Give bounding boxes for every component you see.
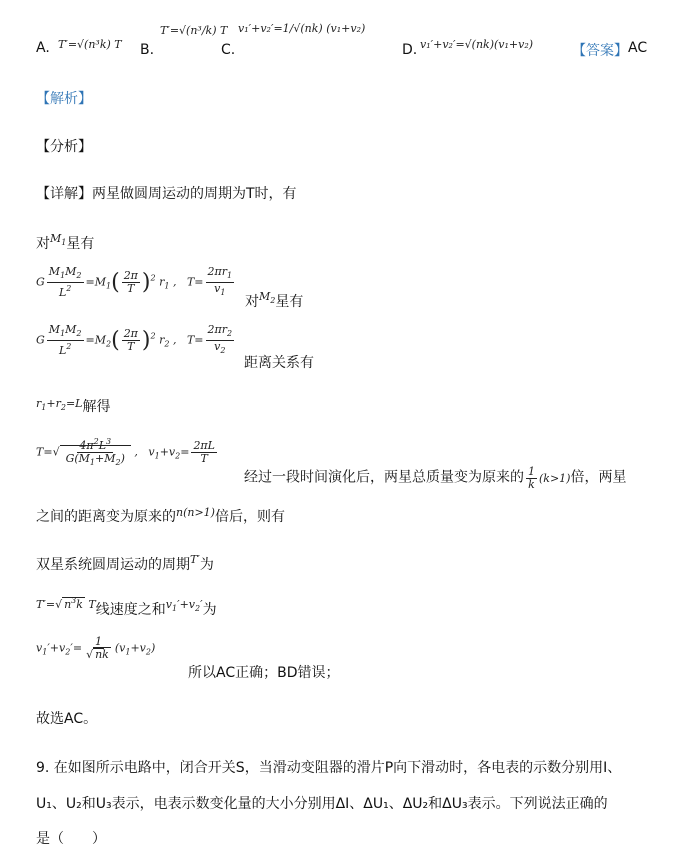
dui-m1-post: 星有: [66, 236, 95, 252]
option-b-formula: T′=√(n³/k) T: [160, 24, 228, 37]
juli-text: 距离关系有: [244, 355, 314, 371]
dui-m2-line: [245, 290, 303, 311]
m1-symbol: M1: [50, 232, 67, 247]
option-d-label: D.: [402, 42, 418, 58]
question9-line3: 是（ ）: [36, 831, 106, 847]
t-prime-symbol: T′: [190, 553, 200, 566]
answer-tag: 【答案】: [572, 43, 628, 59]
option-b-label: B.: [140, 42, 155, 58]
dui-m2-post: 星有: [275, 294, 304, 310]
period-post: 为: [199, 557, 214, 573]
evolution-post: 倍，两星: [570, 469, 627, 486]
k-fraction: $\frac{1}{k}$ (k>1): [528, 465, 571, 491]
equation-velocity-new: $v_1'+v_2'=$ $\frac{1}{√ nk}$ $(v_1+v_2)$: [36, 635, 156, 661]
correct-statement: 所以AC正确；BD错误；: [188, 665, 340, 681]
evolution-line: [244, 466, 626, 491]
option-d-formula: v₁′+v₂′=√(nk)(v₁+v₂): [420, 38, 534, 51]
jiede-text: 解得: [82, 399, 111, 415]
xiangjie-line: [36, 183, 297, 203]
period-new-formula: T′=√ n3k T: [36, 596, 96, 611]
velocity-post: 为: [202, 602, 217, 618]
option-a-label: A.: [36, 40, 50, 56]
distance-post: 倍后，则有: [214, 509, 285, 525]
jiede-line: [36, 396, 110, 416]
option-a-formula-text: T′=√(n³k) T: [58, 38, 122, 51]
dui-m1-pre: 对: [36, 236, 50, 252]
option-c-label: C.: [221, 42, 236, 58]
equation-m2: G $\frac{M_1M_2}{L^2}$ $=M_2$( $\frac{2\pi}{T}$ )$^2$ $r_2$ , T= $\frac{2\pi r_2}{v_2}$: [36, 323, 233, 357]
jiexi-header: 【解析】: [36, 91, 92, 107]
distance-line: [36, 506, 285, 526]
conclusion-text: 故选AC。: [36, 711, 98, 727]
equation-m1: G $\frac{M_1M_2}{L^2}$ $=M_1$( $\frac{2\pi}{T}$ )$^2$ $r_1$ , T= $\frac{2\pi r_1}{v_1}$: [36, 265, 233, 299]
equation-period: T=√ $\frac{4\pi^2L^3}{G(M_1+M_2)}$ , $v_1+v_2=$ $\frac{2\pi L}{T}$: [36, 437, 215, 467]
evolution-text: 经过一段时间演化后，两星总质量变为原来的: [244, 469, 524, 486]
xiangjie-tag: 【详解】: [36, 186, 92, 202]
n-condition: n(n>1): [176, 506, 215, 519]
question9-line1: 9. 在如图所示电路中，闭合开关S，当滑动变阻器的滑片P向下滑动时，各电表的示数分别用I、: [36, 760, 622, 776]
dui-m1-line: [36, 232, 94, 253]
xiangjie-text: 两星做圆周运动的周期为T时，有: [92, 186, 297, 202]
distance-pre: 之间的距离变为原来的: [36, 509, 176, 525]
m2-symbol: M2: [259, 290, 276, 305]
velocity-pre: 线速度之和: [95, 602, 166, 618]
period-pre: 双星系统圆周运动的周期: [36, 557, 190, 573]
velocity-prime-symbol: v1′+v2′: [165, 598, 203, 613]
question9-line2: U₁、U₂和U₃表示，电表示数变化量的大小分别用ΔI、ΔU₁、ΔU₂和ΔU₃表示。下列说法正确的: [36, 796, 608, 812]
option-a-formula: [58, 38, 122, 51]
dui-m2-pre: 对: [245, 294, 259, 310]
r-sum-formula: r1+r2=L: [36, 397, 83, 412]
velocity-sum-line: [36, 596, 217, 619]
answer-value: AC: [628, 40, 648, 56]
option-c-formula: v₁′+v₂′=1/√(nk) (v₁+v₂): [238, 22, 366, 35]
fenxi-header: 【分析】: [36, 139, 92, 155]
period-line: [36, 553, 214, 574]
